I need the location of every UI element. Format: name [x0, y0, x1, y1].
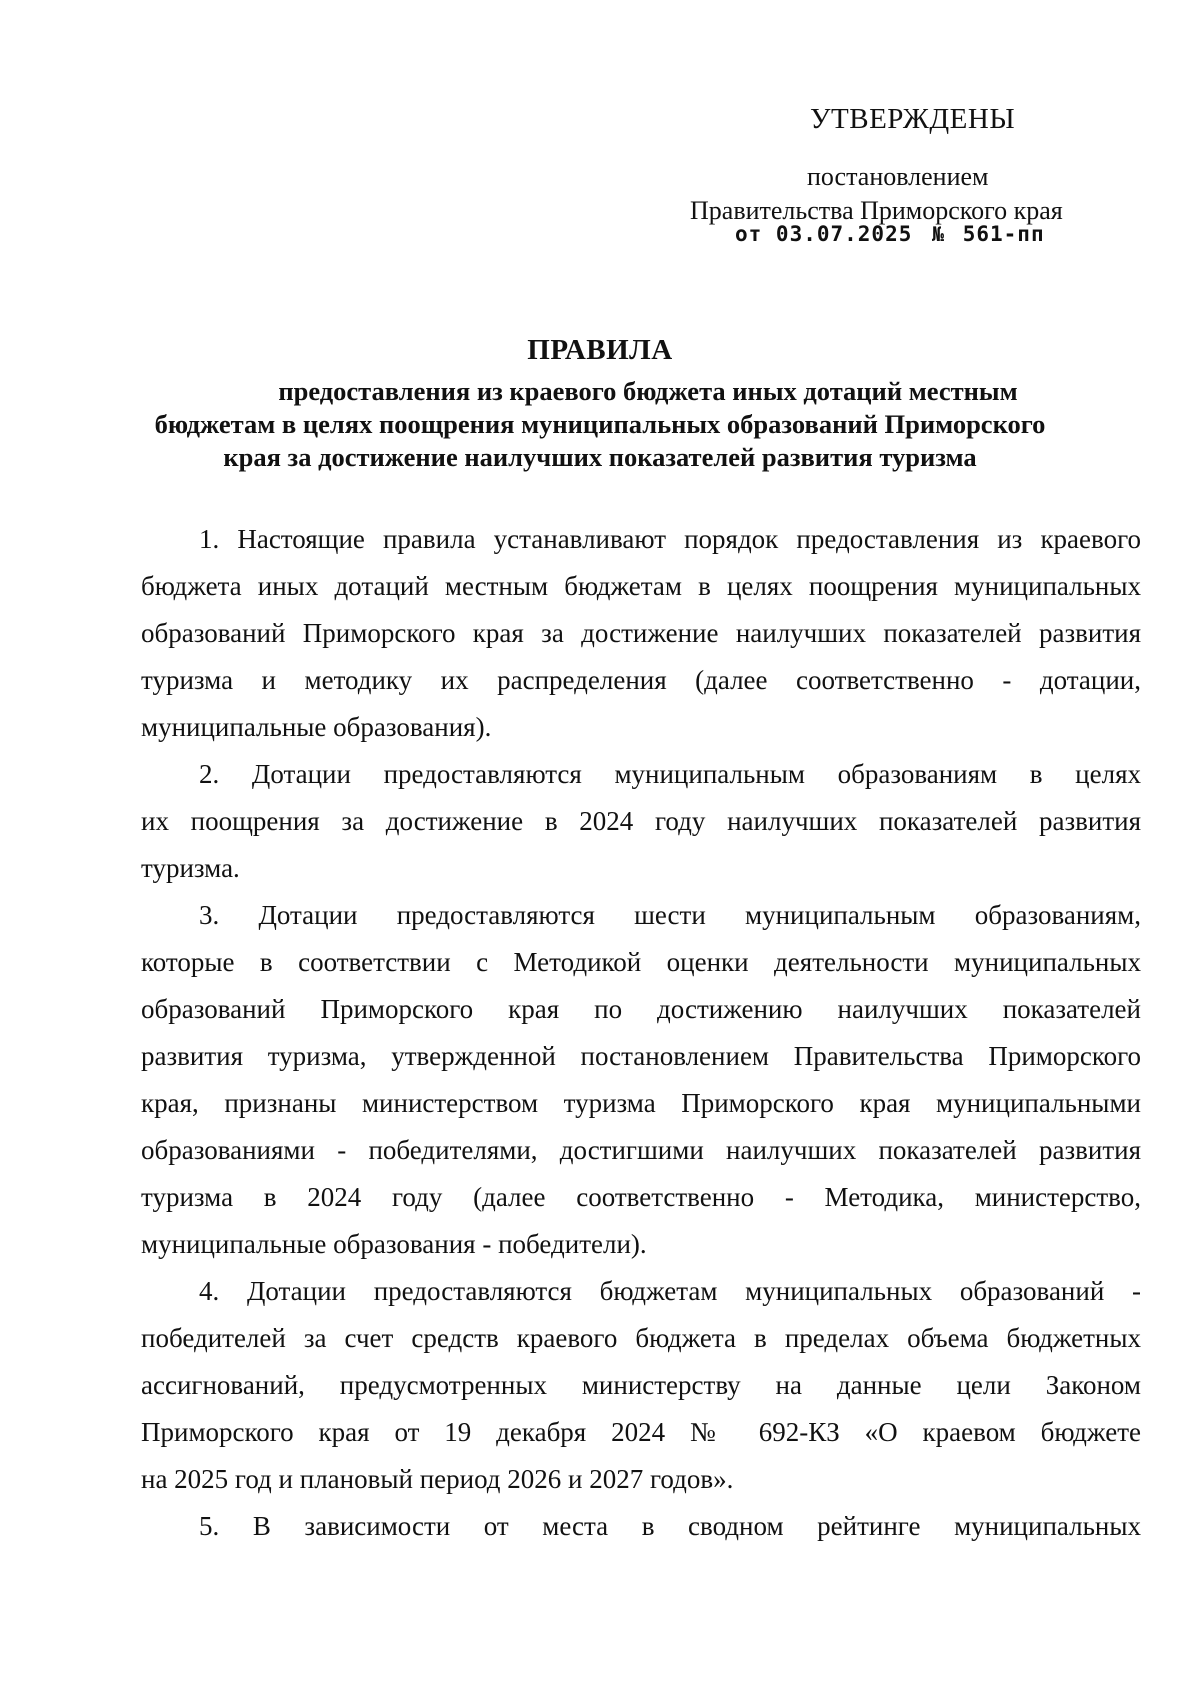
- document-heading: [135, 334, 1065, 474]
- paragraph-4: [141, 1268, 1141, 1503]
- paragraph-line: туризма в 2024 году (далее соответственно - Методика, министерство,: [141, 1182, 1141, 1212]
- heading-subtitle: [135, 375, 1065, 474]
- paragraph-line: которые в соответствии с Методикой оценки деятельности муниципальных: [141, 947, 1141, 977]
- paragraph-line: муниципальные образования).: [141, 712, 492, 742]
- paragraph-line: ассигнований, предусмотренных министерству на данные цели Законом: [141, 1370, 1141, 1400]
- paragraph-line: края, признаны министерством туризма Приморского края муниципальными: [141, 1088, 1141, 1118]
- paragraph-line: 2. Дотации предоставляются муниципальным образованиям в целях: [199, 759, 1141, 789]
- paragraph-line: победителей за счет средств краевого бюджета в пределах объема бюджетных: [141, 1323, 1141, 1353]
- paragraph-line: Приморского края от 19 декабря 2024 № 692-КЗ «О краевом бюджете: [141, 1417, 1141, 1447]
- approval-title: УТВЕРЖДЕНЫ: [810, 103, 1016, 135]
- approval-line-2: Правительства Приморского края: [690, 196, 1063, 225]
- paragraph-line: туризма и методику их распределения (далее соответственно - дотации,: [141, 665, 1141, 695]
- paragraph-line: развития туризма, утвержденной постановлением Правительства Приморского: [141, 1041, 1141, 1071]
- paragraph-line: бюджета иных дотаций местным бюджетам в целях поощрения муниципальных: [141, 571, 1141, 601]
- approval-line-1: постановлением: [807, 162, 989, 191]
- paragraph-line: образованиями - победителями, достигшими наилучших показателей развития: [141, 1135, 1141, 1165]
- paragraph-line: 4. Дотации предоставляются бюджетам муниципальных образований -: [199, 1276, 1141, 1306]
- paragraph-3: [141, 892, 1141, 1268]
- paragraph-line: образований Приморского края за достижение наилучших показателей развития: [141, 618, 1141, 648]
- paragraph-line: туризма.: [141, 853, 240, 883]
- paragraph-line: 3. Дотации предоставляются шести муниципальным образованиям,: [199, 900, 1141, 930]
- heading-subtitle-line: бюджетам в целях поощрения муниципальных образований Приморского: [154, 409, 1046, 439]
- paragraph-line: образований Приморского края по достижению наилучших показателей: [141, 994, 1141, 1024]
- paragraph-2: [141, 751, 1141, 892]
- approval-block: [690, 103, 1130, 246]
- paragraph-line: 1. Настоящие правила устанавливают порядок предоставления из краевого: [199, 524, 1141, 554]
- approval-number: [735, 222, 1130, 246]
- heading-title: ПРАВИЛА: [527, 334, 673, 366]
- heading-subtitle-line: края за достижение наилучших показателей развития туризма: [223, 442, 977, 472]
- paragraph-line: 5. В зависимости от места в сводном рейтинге муниципальных: [199, 1511, 1141, 1541]
- document-body: [141, 516, 1141, 1550]
- heading-subtitle-line: предоставления из краевого бюджета иных дотаций местным: [278, 376, 1018, 406]
- paragraph-5: [141, 1503, 1141, 1550]
- paragraph-line: муниципальные образования - победители).: [141, 1229, 647, 1259]
- approval-doc-number: 561-пп: [962, 222, 1045, 246]
- approval-date: от 03.07.2025: [735, 222, 913, 246]
- number-sign: №: [932, 222, 946, 246]
- paragraph-line: их поощрения за достижение в 2024 году наилучших показателей развития: [141, 806, 1141, 836]
- paragraph-line: на 2025 год и плановый период 2026 и 2027 годов».: [141, 1464, 734, 1494]
- paragraph-1: [141, 516, 1141, 751]
